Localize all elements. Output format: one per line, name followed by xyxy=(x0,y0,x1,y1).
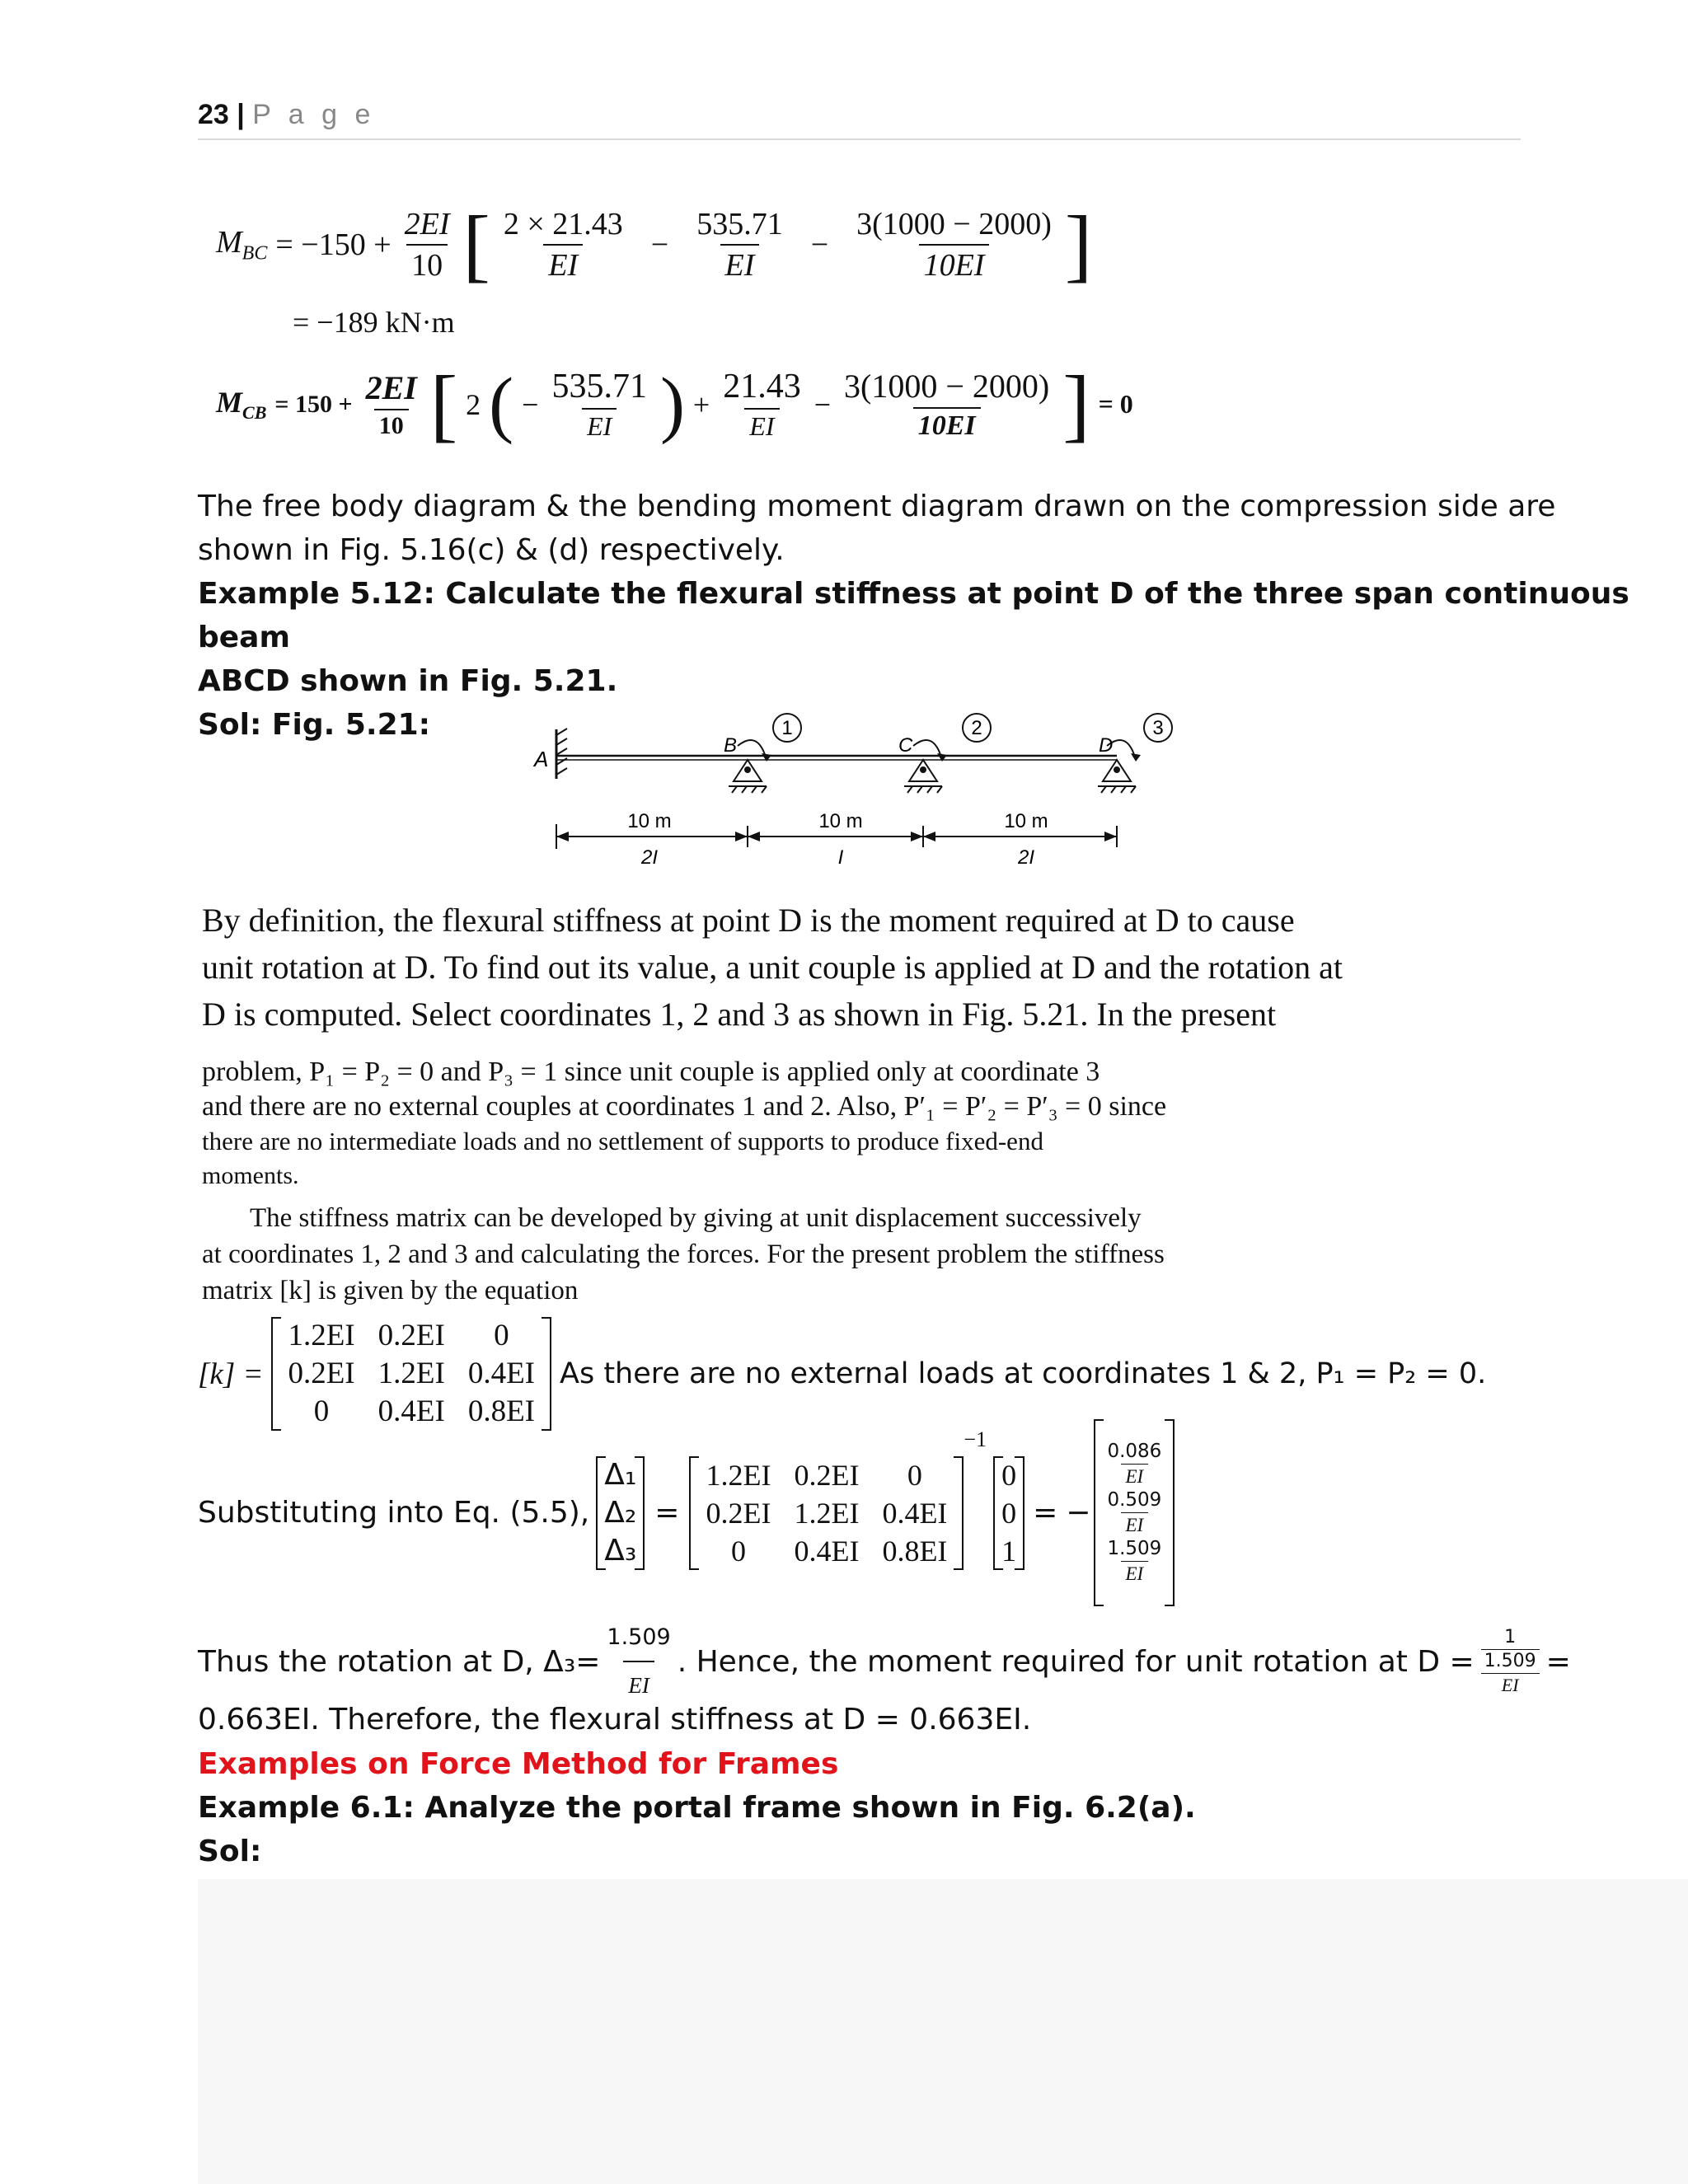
result-vector xyxy=(1094,1434,1175,1591)
coordinate-3: 3 xyxy=(1152,717,1164,739)
span-cd-stiffness: 2I xyxy=(1017,846,1035,869)
k-cell: 0.4EI xyxy=(794,1534,860,1568)
delta-cell: Δ₂ xyxy=(604,1495,637,1530)
subst-neg: − xyxy=(1066,1496,1091,1530)
thus-frac2: 1 1.509 EI xyxy=(1481,1626,1540,1697)
paragraph-line: The free body diagram & the bending moment diagram drawn on the compression side are xyxy=(198,490,1556,523)
thus-line-2: 0.663EI. Therefore, the flexural stiffness at D = 0.663EI. xyxy=(198,1703,1032,1736)
scanned-paragraph-3 xyxy=(202,1200,1165,1309)
k-cell: 0.2EI xyxy=(377,1319,445,1352)
node-label-c: C xyxy=(898,734,913,757)
k-cell: 1.2EI xyxy=(794,1496,860,1530)
k-matrix xyxy=(271,1317,551,1431)
span-cd-length: 10 m xyxy=(1004,810,1048,832)
beam-figure xyxy=(495,701,1220,882)
mbc-result: = −189 kN·m xyxy=(293,306,455,339)
k-matrix-repeat xyxy=(689,1456,964,1570)
k-cell: 0 xyxy=(313,1394,330,1428)
load-vector xyxy=(993,1456,1025,1570)
scan-line: there are no intermediate loads and no settlement of supports to produce fixed-end xyxy=(202,1127,1043,1155)
mcb-inner-minus: − xyxy=(522,387,539,421)
k-cell: 0.8EI xyxy=(882,1534,948,1568)
inverse-exponent: −1 xyxy=(964,1427,987,1451)
mcb-minus: − xyxy=(814,387,832,421)
mbc-lhs: $M_{BC}$ xyxy=(216,225,268,265)
sol-label: Sol: Fig. 5.21: xyxy=(198,708,431,742)
rotation-arrow-b xyxy=(738,740,767,760)
mcb-term1: $\frac{535.71}{EI}$ xyxy=(551,368,647,441)
node-label-b: B xyxy=(724,734,738,757)
k-cell: 0.2EI xyxy=(794,1458,860,1492)
mbc-term2: $\frac{535.71}{EI}$ xyxy=(696,207,783,283)
thus-end: = xyxy=(1545,1644,1571,1679)
load-cell: 1 xyxy=(1001,1534,1017,1568)
paragraph-line: shown in Fig. 5.16(c) & (d) respectively. xyxy=(198,533,785,567)
k-cell: 0.4EI xyxy=(377,1394,445,1428)
thus-mid: . Hence, the moment required for unit rotation at D = xyxy=(677,1644,1475,1679)
k-cell: 1.2EI xyxy=(706,1458,771,1492)
mbc-lbracket: [ xyxy=(462,199,490,290)
page-label: P a g e xyxy=(252,99,376,130)
load-cell: 0 xyxy=(1001,1496,1017,1530)
scanned-paragraph-2 xyxy=(202,1055,1166,1193)
k-cell: 1.2EI xyxy=(288,1319,355,1352)
k-cell: 0.4EI xyxy=(882,1496,948,1530)
rotation-arrow-c xyxy=(913,740,942,760)
mcb-lbracket: [ xyxy=(429,358,458,450)
fixed-support-a xyxy=(556,729,567,779)
k-matrix-note: As there are no external loads at coordinates 1 & 2, P₁ = P₂ = 0. xyxy=(560,1357,1487,1390)
k-cell: 0 xyxy=(494,1319,509,1352)
section-title: Examples on Force Method for Frames xyxy=(198,1747,839,1781)
mcb-rparen: ) xyxy=(659,363,685,445)
mbc-minus2: − xyxy=(810,227,829,262)
span-ab-length: 10 m xyxy=(627,810,672,832)
substitution-label: Substituting into Eq. (5.5), xyxy=(198,1496,590,1530)
page-bottom-area xyxy=(198,1879,1688,2184)
sol-label-2: Sol: xyxy=(198,1835,262,1868)
mcb-term2: $\frac{21.43}{EI}$ xyxy=(723,368,801,441)
scan-line: problem, P₁ = P₂ = 0 and P₃ = 1 since unit couple is applied only at coordinate 3 xyxy=(202,1057,1100,1087)
scan-line: By definition, the flexural stiffness at point D is the moment required at D to cause xyxy=(202,902,1295,939)
scan-line: matrix [k] is given by the equation xyxy=(202,1276,579,1305)
subst-eq1: = xyxy=(654,1496,680,1530)
delta-vector xyxy=(596,1456,645,1570)
pin-support-d xyxy=(1098,760,1136,793)
result-frac-1: $\frac{0.086}{EI}$ xyxy=(1107,1441,1162,1487)
span-ab-stiffness: 2I xyxy=(640,846,659,869)
coordinate-1: 1 xyxy=(781,717,793,739)
page-number: 23 xyxy=(198,99,229,130)
mcb-rbracket: ] xyxy=(1062,358,1090,450)
example-line: Example 5.12: Calculate the flexural stiffness at point D of the three span continuous beam xyxy=(198,577,1629,654)
span-bc-stiffness: I xyxy=(837,846,844,869)
result-frac-3: $\frac{1.509}{EI}$ xyxy=(1107,1538,1162,1584)
scan-line: D is computed. Select coordinates 1, 2 and 3 as shown in Fig. 5.21. In the present xyxy=(202,996,1277,1033)
header-rule xyxy=(198,138,1521,140)
scan-line: unit rotation at D. To find out its value, a unit couple is applied at D and the rotation at xyxy=(202,949,1343,986)
scan-line: and there are no external couples at coordinates 1 and 2. Also, P′₁ = P′₂ = P′₃ = 0 since xyxy=(202,1091,1167,1122)
mcb-result: = 0 xyxy=(1098,389,1133,419)
example-line: ABCD shown in Fig. 5.21. xyxy=(198,664,618,698)
delta-cell: Δ₁ xyxy=(604,1457,637,1492)
mcb-lhs: $M_{CB}$ xyxy=(216,385,267,424)
mbc-coef: $\frac{2EI}{10}$ xyxy=(404,207,450,283)
equation-mcb xyxy=(216,358,1133,450)
paragraph-fbd xyxy=(198,485,1555,572)
result-frac-2: $\frac{0.509}{EI}$ xyxy=(1107,1489,1162,1535)
k-cell: 0.2EI xyxy=(706,1496,771,1530)
pin-support-b xyxy=(729,760,767,793)
mcb-plus: + xyxy=(692,387,710,421)
thus-frac: $\frac{1.509}{EI}$ xyxy=(602,1615,675,1708)
k-cell: 0.4EI xyxy=(467,1357,536,1390)
pin-support-c xyxy=(904,760,942,793)
mcb-lparen: ( xyxy=(489,363,514,445)
mcb-two: 2 xyxy=(466,387,481,421)
load-cell: 0 xyxy=(1001,1458,1017,1492)
mbc-term3: $\frac{3(1000 - 2000)}{10EI}$ xyxy=(856,207,1052,283)
coordinate-2: 2 xyxy=(971,717,982,739)
page-separator: | xyxy=(237,99,245,130)
k-matrix-label: [k] = xyxy=(198,1357,264,1391)
k-cell: 0.2EI xyxy=(288,1357,355,1390)
scan-line: moments. xyxy=(202,1162,299,1189)
substitution-block xyxy=(198,1427,1175,1591)
thus-pre: Thus the rotation at D, Δ₃= xyxy=(198,1644,601,1679)
node-label-d: D xyxy=(1099,734,1114,757)
node-label-a: A xyxy=(534,747,549,771)
page-header xyxy=(198,99,375,131)
subst-eq2: = xyxy=(1033,1496,1058,1530)
scan-line: The stiffness matrix can be developed by giving at unit displacement successively xyxy=(250,1203,1142,1233)
k-cell: 0 xyxy=(730,1534,746,1568)
mcb-term3: $\frac{3(1000 - 2000)}{10EI}$ xyxy=(844,368,1050,441)
mcb-coef: $\frac{2EI}{10}$ xyxy=(365,369,417,439)
k-cell: 0 xyxy=(907,1458,922,1492)
example-6-1: Example 6.1: Analyze the portal frame shown in Fig. 6.2(a). xyxy=(198,1791,1196,1825)
k-cell: 1.2EI xyxy=(377,1357,445,1390)
k-matrix-block xyxy=(198,1317,1486,1431)
mbc-eq: = −150 + xyxy=(275,227,392,262)
mbc-term1: $\frac{2 \times 21.43}{EI}$ xyxy=(503,207,623,283)
equation-mbc xyxy=(216,199,1093,290)
delta-cell: Δ₃ xyxy=(604,1533,637,1568)
mbc-minus1: − xyxy=(650,227,669,262)
mcb-eq: = 150 + xyxy=(274,390,353,418)
mbc-rbracket: ] xyxy=(1064,199,1093,290)
k-cell: 0.8EI xyxy=(467,1394,536,1428)
scanned-paragraph-1 xyxy=(202,897,1343,1038)
thus-line xyxy=(198,1615,1571,1708)
span-bc-length: 10 m xyxy=(818,810,863,832)
scan-line: at coordinates 1, 2 and 3 and calculating the forces. For the present problem the stiffness xyxy=(202,1240,1165,1269)
